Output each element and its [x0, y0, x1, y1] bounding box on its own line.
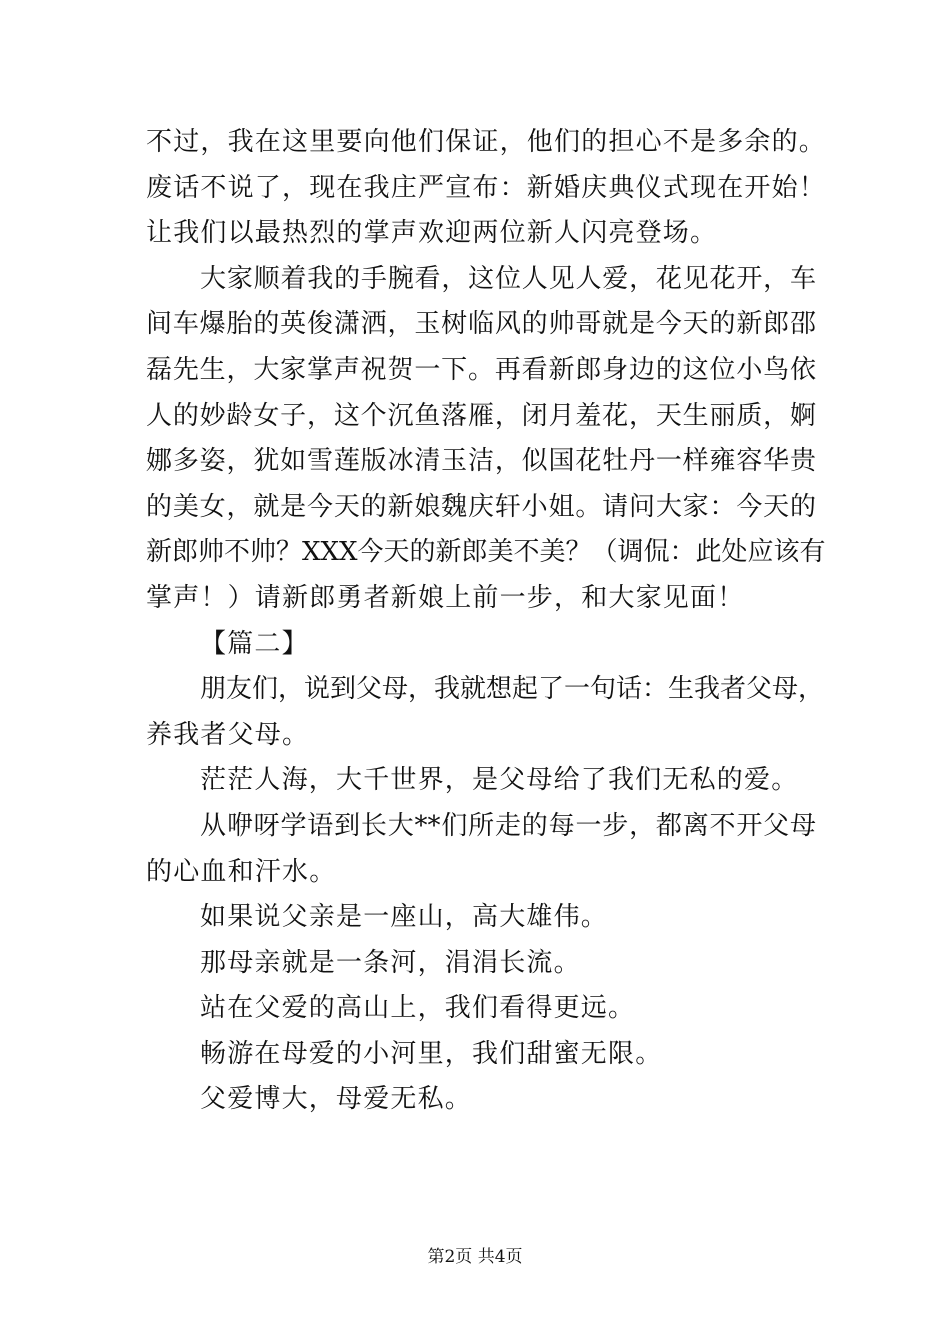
page-number-footer: 第2页 共4页 [427, 1247, 523, 1267]
text-line: 娜多姿，犹如雪莲版冰清玉洁，似国花牡丹一样雍容华贵 [146, 446, 816, 477]
text-line: 不过，我在这里要向他们保证，他们的担心不是多余的。 [146, 127, 827, 157]
text-line: 畅游在母爱的小河里，我们甜蜜无限。 [200, 1038, 663, 1069]
text-line: 茫茫人海，大千世界，是父母给了我们无私的爱。 [200, 765, 799, 796]
text-line: 站在父爱的高山上，我们看得更远。 [200, 993, 636, 1024]
text-line: 掌声！）请新郎勇者新娘上前一步，和大家见面！ [146, 582, 745, 613]
text-line: 从咿呀学语到长大**们所走的每一步，都离不开父母 [200, 810, 816, 841]
document-body [146, 120, 827, 1123]
text-line: 大家顺着我的手腕看，这位人见人爱，花见花开，车 [200, 263, 816, 294]
text-line: 让我们以最热烈的掌声欢迎两位新人闪亮登场。 [146, 218, 718, 249]
text-line: 如果说父亲是一座山，高大雄伟。 [200, 902, 609, 933]
text-line: 养我者父母。 [146, 719, 310, 750]
text-line: 新郎帅不帅？XXX今天的新郎美不美？（调侃：此处应该有 [146, 537, 826, 568]
section-heading: 【篇二】 [200, 628, 309, 659]
text-line: 的心血和汗水。 [146, 856, 337, 887]
text-line: 父爱博大，母爱无私。 [200, 1084, 473, 1115]
text-line: 磊先生，大家掌声祝贺一下。再看新郎身边的这位小鸟依 [146, 354, 816, 385]
text-line: 的美女，就是今天的新娘魏庆轩小姐。请问大家：今天的 [146, 491, 816, 522]
text-line: 间车爆胎的英俊潇洒，玉树临风的帅哥就是今天的新郎邵 [146, 309, 816, 340]
text-line: 废话不说了，现在我庄严宣布：新婚庆典仪式现在开始！ [146, 172, 827, 203]
text-line: 那母亲就是一条河，涓涓长流。 [200, 947, 581, 978]
text-line: 人的妙龄女子，这个沉鱼落雁，闭月羞花，天生丽质，婀 [146, 400, 816, 431]
text-line: 朋友们，说到父母，我就想起了一句话：生我者父母， [200, 674, 825, 705]
